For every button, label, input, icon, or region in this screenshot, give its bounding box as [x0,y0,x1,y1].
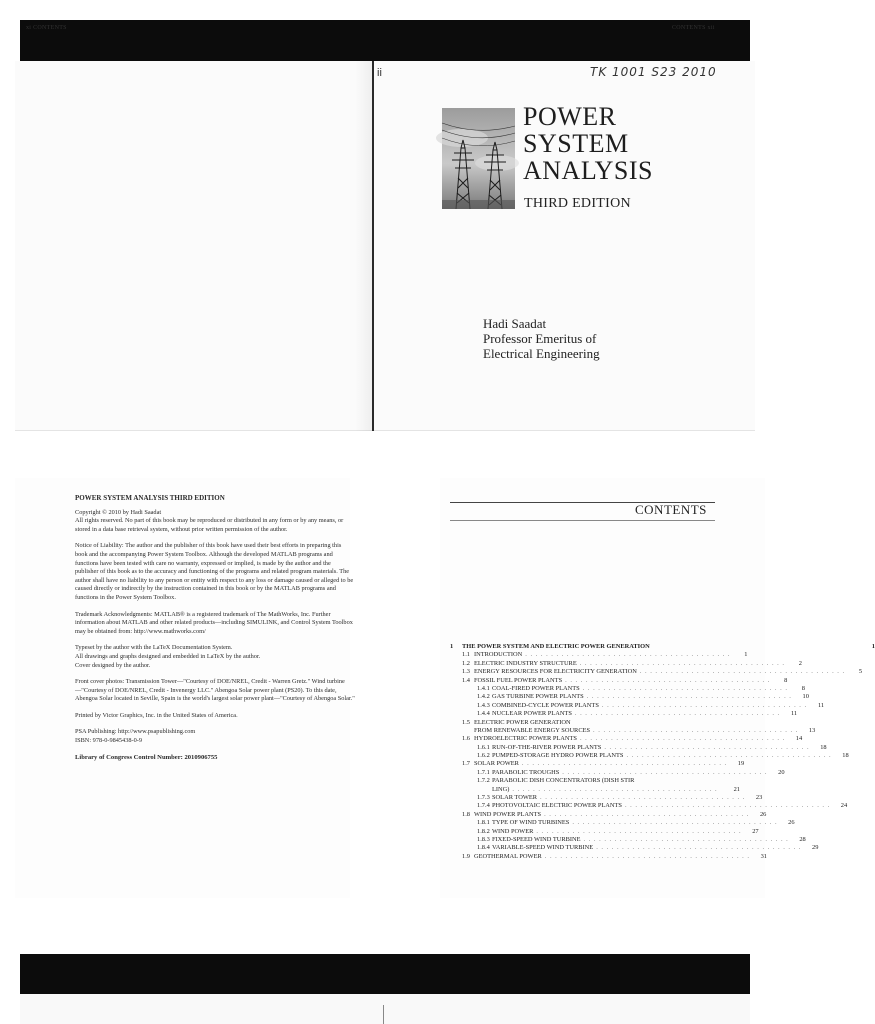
toc-leader-dots: . . . . . . . . . . . . . . . . . . . . . . . . . . . . . . . . . . . . . . . . [525,651,731,659]
toc-entry [450,827,759,836]
toc-entry-page: 1 [871,643,875,650]
toc-entry [450,710,798,718]
toc-entry [450,684,805,693]
toc-entry-title: PARABOLIC DISH CONCENTRATORS (DISH STIR [492,777,635,785]
toc-entry [450,786,740,794]
contents-page [440,478,875,898]
toc-entry [450,768,785,777]
toc-leader-dots: . . . . . . . . . . . . . . . . . . . . . . . . . . . . . . . . . . . . . . . . [601,701,808,709]
next-spread-strip [20,994,750,1024]
copyright-text [75,494,355,770]
toc-entry-number: 1.7.1 [477,768,490,776]
toc-entry-title: FOSSIL FUEL POWER PLANTS [474,676,563,684]
contents-title: CONTENTS [635,502,707,517]
toc-entry-page: 10 [802,693,809,701]
liability-paragraph: Notice of Liability: The author and the publisher of this book have used their best efforts in preparing this book and the accompanying Power System Toolbox. Although the developed MATLAB programs and functions have been tested with care no warranty, expressed or implied, is made by the author and the publisher of this book as to the accuracy and functioning of the programs and related program materials. The author shall have no liability to any person or entity with respect to any loss or damage caused or alleged to be caused directly or indirectly by the instruction contained in this book or by the MATLAB programs and functions in the Power System Toolbox. [75,542,354,601]
toc-entry [450,835,806,844]
toc-entry-page: 31 [760,852,767,860]
toc-entry-page: 2 [798,659,802,667]
toc-leader-dots: . . . . . . . . . . . . . . . . . . . . . . . . . . . . . . . . . . . . . . . . [544,810,750,818]
toc-leader-dots: . . . . . . . . . . . . . . . . . . . . . . . . . . . . . . . . . . . . . . . . [583,835,789,843]
toc-entry-page: 18 [842,752,849,760]
gutter-shadow [355,61,372,431]
toc-entry-page: 8 [801,684,805,692]
rights-paragraph: All rights reserved. No part of this book may be reproduced or distributed in any form or by any means, or stored in a data base retrieval system, without prior written permission of the author. [75,517,344,533]
title-line: ANALYSIS [523,156,653,185]
toc-entry-number: 1.4.1 [477,684,490,692]
toc-entry-number: 1.8.1 [477,819,490,827]
toc-entry-number: 1.2 [462,659,470,667]
toc-entry-number: 1.9 [462,852,470,860]
author-department: Electrical Engineering [483,346,600,361]
toc-leader-dots: . . . . . . . . . . . . . . . . . . . . . . . . . . . . . . . . . . . . . . . . [624,802,831,810]
toc-entry-page: 8 [784,676,788,684]
title-spread [15,61,755,431]
toc-entry-number: 1.4.3 [477,701,490,709]
toc-leader-dots: . . . . . . . . . . . . . . . . . . . . . . . . . . . . . . . . . . . . . . . . [540,794,746,802]
toc-entry-page: 11 [817,701,825,709]
publisher-line: PSA Publishing: http://www.psapublishing.com [75,728,196,736]
toc-entry-page: 26 [788,819,795,827]
toc-entry-page: 14 [795,735,803,743]
drawings-line: All drawings and graphs designed and embedded in LaTeX by the author. [75,652,261,660]
toc-entry-title: VARIABLE-SPEED WIND TURBINE [492,844,594,852]
toc-entry-title: ELECTRIC POWER GENERATION [474,718,571,726]
toc-entry-number: 1.1 [462,651,470,659]
toc-entry-title: PUMPED-STORAGE HYDRO POWER PLANTS [492,752,624,760]
toc-entry-title: TYPE OF WIND TURBINES [492,819,570,827]
toc-entry-title: NUCLEAR POWER PLANTS [492,710,572,718]
author-title: Professor Emeritus of [483,331,597,346]
toc-entry [450,852,767,861]
toc-leader-dots: . . . . . . . . . . . . . . . . . . . . . . . . . . . . . . . . . . . . . . . . [544,852,750,860]
toc-leader-dots: . . . . . . . . . . . . . . . . . . . . . . . . . . . . . . . . . . . . . . . . [562,768,768,776]
toc-entry-number: 1 [450,643,454,650]
toc-entry-title: HYDROELECTRIC POWER PLANTS [474,735,577,743]
toc-entry [450,794,763,802]
toc-entry-page: 11 [790,710,798,718]
toc-entry [450,819,795,827]
author-block [483,316,600,361]
toc-entry-number: 1.6.1 [477,743,490,751]
toc-leader-dots: . . . . . . . . . . . . . . . . . . . . . . . . . . . . . . . . . . . . . . . . [536,827,742,835]
toc-entry [450,676,788,685]
toc-entry-page: 5 [858,668,863,676]
book-edition: THIRD EDITION [524,196,631,211]
toc-entry-number: 1.8.4 [477,844,490,852]
toc-entry-title: ELECTRIC INDUSTRY STRUCTURE [474,659,577,667]
toc-entry-title: FROM RENEWABLE ENERGY SOURCES [474,726,591,734]
toc-entry-page: 19 [737,760,745,768]
toc-entry [450,810,767,819]
toc-entry-title: THE POWER SYSTEM AND ELECTRIC POWER GENERATION [462,643,650,650]
toc-entry-page: 26 [759,810,767,818]
next-spread-gutter [383,1005,384,1024]
author-name: Hadi Saadat [483,316,547,331]
toc-leader-dots: . . . . . . . . . . . . . . . . . . . . . . . . . . . . . . . . . . . . . . . . [579,659,785,667]
toc-leader-dots: . . . . . . . . . . . . . . . . . . . . . . . . . . . . . . . . . . . . . . . . [604,743,810,751]
toc-entry [450,802,848,810]
toc-entry-page: 21 [733,785,740,793]
toc-entry-number: 1.8 [462,810,470,818]
toc-entry-title: WIND POWER PLANTS [474,810,542,818]
photo-credits-paragraph: Front cover photos: Transmission Tower—"Courtesy of DOE/NREL, Credit - Warren Gretz." Wind turbine—"Courtesy of DOE/NREL, Credit - Invenergy LLC." Abengoa Solar power plant (PS20). To this date, Abengoa Solar located in Seville, Spain is the world's largest solar power plant—"Courtesy of Abengoa Solar." [75,678,355,703]
toc-leader-dots: . . . . . . . . . . . . . . . . . . . . . . . . . . . . . . . . . . . . . . . . [582,684,788,692]
toc-entry-number [450,786,492,794]
isbn-line: ISBN: 978-0-9845438-0-9 [75,737,142,745]
running-header-right: CONTENTS xii [672,25,715,31]
typeset-line: Typeset by the author with the LaTeX Documentation System. [75,644,233,652]
tower-photo-icon [442,108,515,209]
toc-entry-number: 1.5 [462,718,470,726]
toc-entry-title: WIND POWER [492,827,534,835]
toc-entry-number: 1.4.4 [477,710,490,718]
toc-entry-title: ENERGY RESOURCES FOR ELECTRICITY GENERATION [474,668,637,676]
toc-entry-page: 24 [840,802,848,810]
toc-entry-page: 27 [752,827,759,835]
toc-entry-number [450,727,474,735]
toc-entry-title: FIXED-SPEED WIND TURBINE [492,835,581,843]
book-title [523,103,653,184]
toc-entry-title: RUN-OF-THE-RIVER POWER PLANTS [492,743,602,751]
toc-entry-number: 1.7.3 [477,794,490,802]
toc-entry-title: COAL-FIRED POWER PLANTS [492,684,580,692]
toc-entry [450,651,748,659]
toc-leader-dots: . . . . . . . . . . . . . . . . . . . . . . . . . . . . . . . . . . . . . . . . [574,710,781,718]
toc-entry-number: 1.6.2 [477,752,490,760]
toc-entry-title: PHOTOVOLTAIC ELECTRIC POWER PLANTS [492,802,622,810]
printed-line: Printed by Victor Graphics, Inc. in the United States of America. [75,711,238,719]
toc-entry [450,760,745,768]
toc-entry [450,752,849,760]
toc-entry-title: GEOTHERMAL POWER [474,852,542,860]
toc-entry-title: SOLAR TOWER [492,794,538,802]
toc-entry-title: COMBINED-CYCLE POWER PLANTS [492,701,599,709]
running-header-left: xi CONTENTS [26,25,67,31]
toc-entry-page: 13 [808,726,816,734]
scan-border-bottom [20,954,750,994]
toc-entry [450,643,875,651]
toc-entry-page: 23 [755,794,763,802]
toc-entry-page [846,777,860,785]
toc-leader-dots: . . . . . . . . . . . . . . . . . . . . . . . . . . . . . . . . . . . . . . . . [626,752,832,760]
toc-leader-dots: . . . . . . . . . . . . . . . . . . . . . . . . . . . . . . . . . . . . . . . . [579,735,786,743]
toc-leader-dots: . . . . . . . . . . . . . . . . . . . . . . . . . . . . . . . . . . . . . . . . [572,819,778,827]
toc-entry-page: 29 [812,844,819,852]
copyright-page [15,478,355,898]
toc-entry-title: SOLAR POWER [474,760,519,768]
table-of-contents [450,643,875,861]
toc-entry [450,719,740,727]
toc-entry [450,701,825,710]
book-gutter [372,61,374,431]
toc-leader-dots: . . . . . . . . . . . . . . . . . . . . . . . . . . . . . . . . . . . . . . . . [639,668,846,676]
toc-leader-dots: . . . . . . . . . . . . . . . . . . . . . . . . . . . . . . . . . . . . . . . . [596,844,802,852]
title-line: POWER [523,102,617,131]
toc-entry-title: INTRODUCTION [474,651,523,659]
toc-leader-dots: . . . . . . . . . . . . . . . . . . . . . . . . . . . . . . . . . . . . . . . . [521,760,728,768]
title-line: SYSTEM [523,129,629,158]
toc-leader-dots: . . . . . . . . . . . . . . . . . . . . . . . . . . . . . . . . . . . . . . . . [593,726,799,734]
toc-entry-number: 1.4.2 [477,693,490,701]
toc-leader-dots: . . . . . . . . . . . . . . . . . . . . . . . . . . . . . . . . . . . . . . . . [512,785,718,793]
toc-entry-title: LING) [492,785,510,793]
trademark-paragraph: Trademark Acknowledgments: MATLAB® is a registered trademark of The MathWorks, Inc. Further information about MATLAB and other related products—including SIMULINK, and Control System Toolbox may be obtained from: http://www.mathworks.com/ [75,610,353,635]
toc-entry-page: 1 [744,651,748,659]
toc-entry-title: GAS TURBINE POWER PLANTS [492,693,584,701]
toc-entry-title: PARABOLIC TROUGHS [492,768,560,776]
handwritten-call-number: TK 1001 S23 2010 [590,65,717,79]
toc-entry-page [782,719,796,727]
cover-design-line: Cover designed by the author. [75,661,151,669]
toc-entry-number: 1.8.3 [477,835,490,843]
toc-entry-number: 1.4 [462,676,470,684]
contents-rule-bottom [450,520,715,521]
loc-number: Library of Congress Control Number: 2010906755 [75,753,218,761]
cover-photo-transmission-towers [442,108,515,209]
copyright-line: Copyright © 2010 by Hadi Saadat [75,508,162,516]
toc-leader-dots: . . . . . . . . . . . . . . . . . . . . . . . . . . . . . . . . . . . . . . . . [586,693,792,701]
toc-entry [450,659,802,668]
copyright-heading: POWER SYSTEM ANALYSIS THIRD EDITION [75,494,225,502]
toc-entry-number: 1.8.2 [477,827,490,835]
toc-entry-number: 1.3 [462,668,470,676]
scan-border-top [20,20,750,61]
toc-entry-number: 1.7.2 [477,777,490,785]
toc-leader-dots: . . . . . . . . . . . . . . . . . . . . . . . . . . . . . . . . . . . . . . . . [565,676,771,684]
toc-entry [450,735,803,743]
toc-entry [450,844,819,852]
toc-entry [450,743,827,752]
toc-entry [450,777,740,785]
toc-entry [450,668,863,676]
page-mark: ii [377,67,382,79]
toc-entry-page: 18 [820,743,827,751]
toc-entry-number: 1.7.4 [477,802,490,810]
toc-entry-page: 28 [799,835,806,843]
toc-entry-number: 1.7 [462,760,470,768]
toc-entry [450,693,809,701]
toc-entry-page: 20 [778,768,785,776]
toc-entry-number: 1.6 [462,735,470,743]
toc-entry [450,726,816,735]
